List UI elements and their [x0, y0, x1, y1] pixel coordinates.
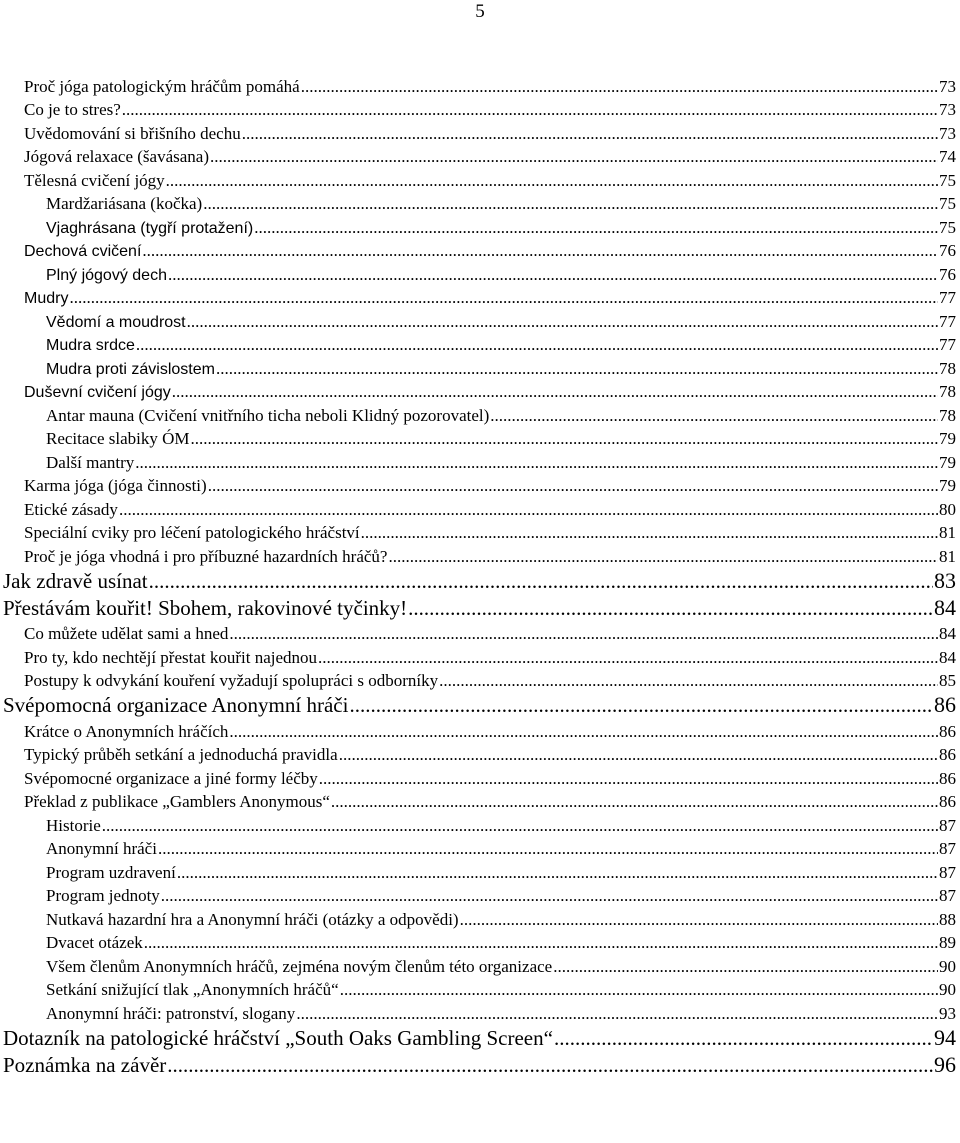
toc-entry[interactable] — [0, 861, 960, 885]
dot-leader — [144, 933, 938, 953]
dot-leader — [553, 957, 938, 977]
dot-leader — [142, 241, 938, 261]
toc-entry-page: 73 — [939, 76, 956, 96]
toc-entry[interactable] — [0, 932, 960, 956]
dot-leader — [216, 359, 938, 379]
dot-leader — [408, 596, 933, 621]
toc-entry-page: 88 — [939, 909, 956, 929]
dot-leader — [460, 910, 938, 930]
toc-entry[interactable] — [0, 451, 960, 475]
toc-entry-page: 81 — [939, 546, 956, 566]
toc-entry-title: Krátce o Anonymních hráčích — [24, 721, 229, 741]
dot-leader — [191, 429, 938, 449]
toc-entry-page: 80 — [939, 499, 956, 519]
toc-entry-page: 84 — [934, 594, 956, 620]
toc-entry-title: Recitace slabiky ÓM — [46, 429, 190, 448]
toc-entry-title: Další mantry — [46, 452, 135, 472]
toc-entry[interactable] — [0, 404, 960, 428]
toc-entry-title: Mudra proti závislostem — [46, 360, 215, 378]
toc-entry-title: Typický průběh setkání a jednoduchá pravidla — [24, 745, 338, 764]
toc-entry[interactable] — [0, 545, 960, 569]
toc-entry[interactable] — [0, 263, 960, 287]
dot-leader — [135, 453, 938, 473]
dot-leader — [158, 839, 938, 859]
dot-leader — [439, 671, 938, 691]
dot-leader — [208, 476, 938, 496]
toc-entry-title: Mardžariásana (kočka) — [46, 194, 203, 213]
dot-leader — [349, 693, 933, 718]
toc-entry-title: Poznámka na závěr — [3, 1052, 167, 1077]
toc-entry[interactable] — [0, 193, 960, 217]
toc-entry-title: Proč jóga patologickým hráčům pomáhá — [24, 76, 300, 96]
toc-entry-page: 75 — [939, 217, 956, 237]
toc-entry-title: Uvědomování si břišního dechu — [24, 123, 241, 143]
toc-entry-page: 89 — [939, 933, 956, 952]
toc-entry-title: Pro ty, kdo nechtějí přestat kouřit najednou — [24, 647, 318, 667]
toc-entry-page: 79 — [939, 452, 956, 472]
toc-entry-page: 78 — [939, 382, 956, 401]
toc-entry-page: 79 — [939, 429, 956, 448]
toc-entry-page: 77 — [939, 335, 956, 354]
dot-leader — [149, 569, 933, 594]
toc-entry-title: Co je to stres? — [24, 100, 121, 119]
toc-entry-page: 79 — [939, 476, 956, 495]
dot-leader — [102, 816, 938, 836]
toc-entry[interactable] — [0, 357, 960, 381]
toc-entry-title: Duševní cvičení jógy — [24, 384, 171, 401]
toc-entry-page: 83 — [934, 567, 956, 593]
toc-entry-title: Program uzdravení — [46, 862, 176, 882]
toc-entry[interactable] — [0, 475, 960, 499]
dot-leader — [318, 648, 938, 668]
dot-leader — [187, 312, 938, 332]
toc-entry[interactable] — [0, 720, 960, 744]
toc-entry[interactable] — [0, 75, 960, 99]
dot-leader — [296, 1004, 938, 1024]
toc-entry[interactable] — [0, 1002, 960, 1026]
dot-leader — [242, 124, 938, 144]
toc-entry-page: 90 — [939, 956, 956, 976]
toc-entry[interactable] — [0, 979, 960, 1003]
toc-entry-title: Tělesná cvičení jógy — [24, 170, 165, 190]
toc-entry-page: 77 — [939, 311, 956, 331]
toc-entry[interactable] — [0, 498, 960, 522]
table-of-contents — [0, 75, 960, 1080]
toc-entry-page: 85 — [939, 671, 956, 690]
toc-entry-page: 75 — [939, 170, 956, 190]
toc-entry-title: Svépomocné organizace a jiné formy léčby — [24, 768, 318, 788]
dot-leader — [136, 335, 938, 355]
toc-entry-page: 74 — [939, 147, 956, 166]
toc-entry-page: 76 — [939, 241, 956, 260]
toc-entry[interactable] — [0, 623, 960, 647]
toc-entry[interactable] — [0, 216, 960, 240]
toc-entry-title: Anonymní hráči — [46, 839, 157, 858]
toc-entry[interactable] — [0, 287, 960, 311]
toc-entry-title: Překlad z publikace „Gamblers Anonymous“ — [24, 792, 330, 811]
dot-leader — [161, 886, 938, 906]
dot-leader — [203, 194, 938, 214]
toc-entry-title: Vjaghrásana (tygří protažení) — [46, 219, 254, 237]
toc-entry[interactable] — [0, 99, 960, 123]
toc-entry[interactable] — [0, 146, 960, 170]
toc-entry-title: Nutkavá hazardní hra a Anonymní hráči (otázky a odpovědi) — [46, 909, 459, 929]
toc-entry-page: 96 — [934, 1051, 956, 1077]
toc-entry-page: 73 — [939, 100, 956, 119]
toc-entry[interactable] — [0, 310, 960, 334]
toc-entry-page: 78 — [939, 405, 956, 425]
toc-entry[interactable] — [0, 169, 960, 193]
toc-entry[interactable] — [0, 596, 960, 623]
toc-entry[interactable] — [0, 767, 960, 791]
toc-entry-page: 87 — [939, 862, 956, 882]
dot-leader — [122, 100, 938, 120]
toc-entry-title: Dvacet otázek — [46, 933, 143, 952]
toc-entry-title: Mudry — [24, 290, 69, 307]
toc-entry-title: Plný jógový dech — [46, 266, 167, 284]
toc-entry-page: 86 — [939, 792, 956, 811]
toc-entry[interactable] — [0, 646, 960, 670]
dot-leader — [69, 288, 938, 308]
toc-entry-page: 75 — [939, 194, 956, 213]
toc-entry-page: 77 — [939, 288, 956, 307]
toc-entry-title: Vědomí a moudrost — [46, 313, 186, 331]
toc-entry-title: Antar mauna (Cvičení vnitřního ticha neboli Klidný pozorovatel) — [46, 405, 490, 425]
dot-leader — [229, 624, 938, 644]
toc-entry-title: Mudra srdce — [46, 337, 135, 354]
toc-entry-page: 90 — [939, 980, 956, 999]
dot-leader — [361, 523, 938, 543]
toc-entry-title: Jak zdravě usínat — [3, 568, 148, 593]
toc-entry[interactable] — [0, 522, 960, 546]
toc-entry-title: Speciální cviky pro léčení patologického hráčství — [24, 523, 360, 542]
toc-entry-page: 81 — [939, 523, 956, 542]
toc-entry-title: Historie — [46, 815, 101, 835]
toc-entry-title: Svépomocná organizace Anonymní hráči — [3, 693, 349, 717]
toc-entry[interactable] — [0, 1053, 960, 1080]
page-number: 5 — [475, 1, 485, 22]
toc-entry-title: Postupy k odvykání kouření vyžadují spolupráci s odborníky — [24, 671, 439, 690]
toc-entry-title: Jógová relaxace (šavásana) — [24, 147, 210, 166]
toc-entry[interactable] — [0, 814, 960, 838]
toc-entry[interactable] — [0, 838, 960, 862]
toc-entry-page: 73 — [939, 123, 956, 143]
dot-leader — [168, 265, 938, 285]
toc-entry-page: 87 — [939, 886, 956, 905]
dot-leader — [119, 500, 938, 520]
toc-entry-page: 86 — [939, 721, 956, 741]
toc-entry[interactable] — [0, 240, 960, 264]
toc-entry-page: 86 — [934, 692, 956, 717]
toc-entry-page: 76 — [939, 264, 956, 284]
dot-leader — [210, 147, 938, 167]
dot-leader — [167, 1053, 933, 1078]
toc-entry-title: Anonymní hráči: patronství, slogany — [46, 1003, 296, 1023]
toc-entry[interactable] — [0, 744, 960, 768]
toc-entry-title: Dotazník na patologické hráčství „South Oaks Gambling Screen“ — [3, 1025, 553, 1050]
toc-entry[interactable] — [0, 122, 960, 146]
toc-entry-title: Přestávám kouřit! Sbohem, rakovinové tyčinky! — [3, 595, 408, 620]
toc-entry[interactable] — [0, 791, 960, 815]
dot-leader — [166, 171, 938, 191]
dot-leader — [388, 547, 938, 567]
toc-entry[interactable] — [0, 955, 960, 979]
toc-entry-page: 93 — [939, 1003, 956, 1023]
toc-entry-title: Všem členům Anonymních hráčů, zejména novým členům této organizace — [46, 956, 553, 976]
toc-entry-title: Karma jóga (jóga činnosti) — [24, 476, 207, 495]
toc-entry-page: 78 — [939, 358, 956, 378]
dot-leader — [177, 863, 938, 883]
dot-leader — [340, 980, 938, 1000]
dot-leader — [339, 745, 938, 765]
toc-entry[interactable] — [0, 569, 960, 596]
dot-leader — [319, 769, 938, 789]
toc-entry-title: Proč je jóga vhodná i pro příbuzné hazardních hráčů? — [24, 546, 388, 566]
toc-entry[interactable] — [0, 381, 960, 405]
toc-entry[interactable] — [0, 428, 960, 452]
toc-entry-page: 84 — [939, 647, 956, 667]
toc-entry[interactable] — [0, 908, 960, 932]
toc-entry[interactable] — [0, 1026, 960, 1053]
dot-leader — [301, 77, 938, 97]
toc-entry-title: Etické zásady — [24, 499, 118, 519]
toc-entry-page: 86 — [939, 745, 956, 764]
toc-entry[interactable] — [0, 334, 960, 358]
dot-leader — [554, 1026, 933, 1051]
toc-entry-title: Dechová cvičení — [24, 243, 142, 260]
toc-entry[interactable] — [0, 693, 960, 720]
toc-entry-title: Setkání snižující tlak „Anonymních hráčů“ — [46, 980, 339, 999]
toc-entry-page: 84 — [939, 624, 956, 643]
toc-entry-page: 87 — [939, 815, 956, 835]
toc-entry[interactable] — [0, 670, 960, 694]
dot-leader — [229, 722, 938, 742]
dot-leader — [490, 406, 938, 426]
toc-entry-title: Co můžete udělat sami a hned — [24, 624, 229, 643]
toc-entry-page: 86 — [939, 768, 956, 788]
dot-leader — [254, 218, 938, 238]
toc-entry[interactable] — [0, 885, 960, 909]
dot-leader — [172, 382, 938, 402]
dot-leader — [331, 792, 938, 812]
toc-entry-page: 87 — [939, 839, 956, 858]
toc-entry-title: Program jednoty — [46, 886, 160, 905]
toc-entry-page: 94 — [934, 1024, 956, 1050]
